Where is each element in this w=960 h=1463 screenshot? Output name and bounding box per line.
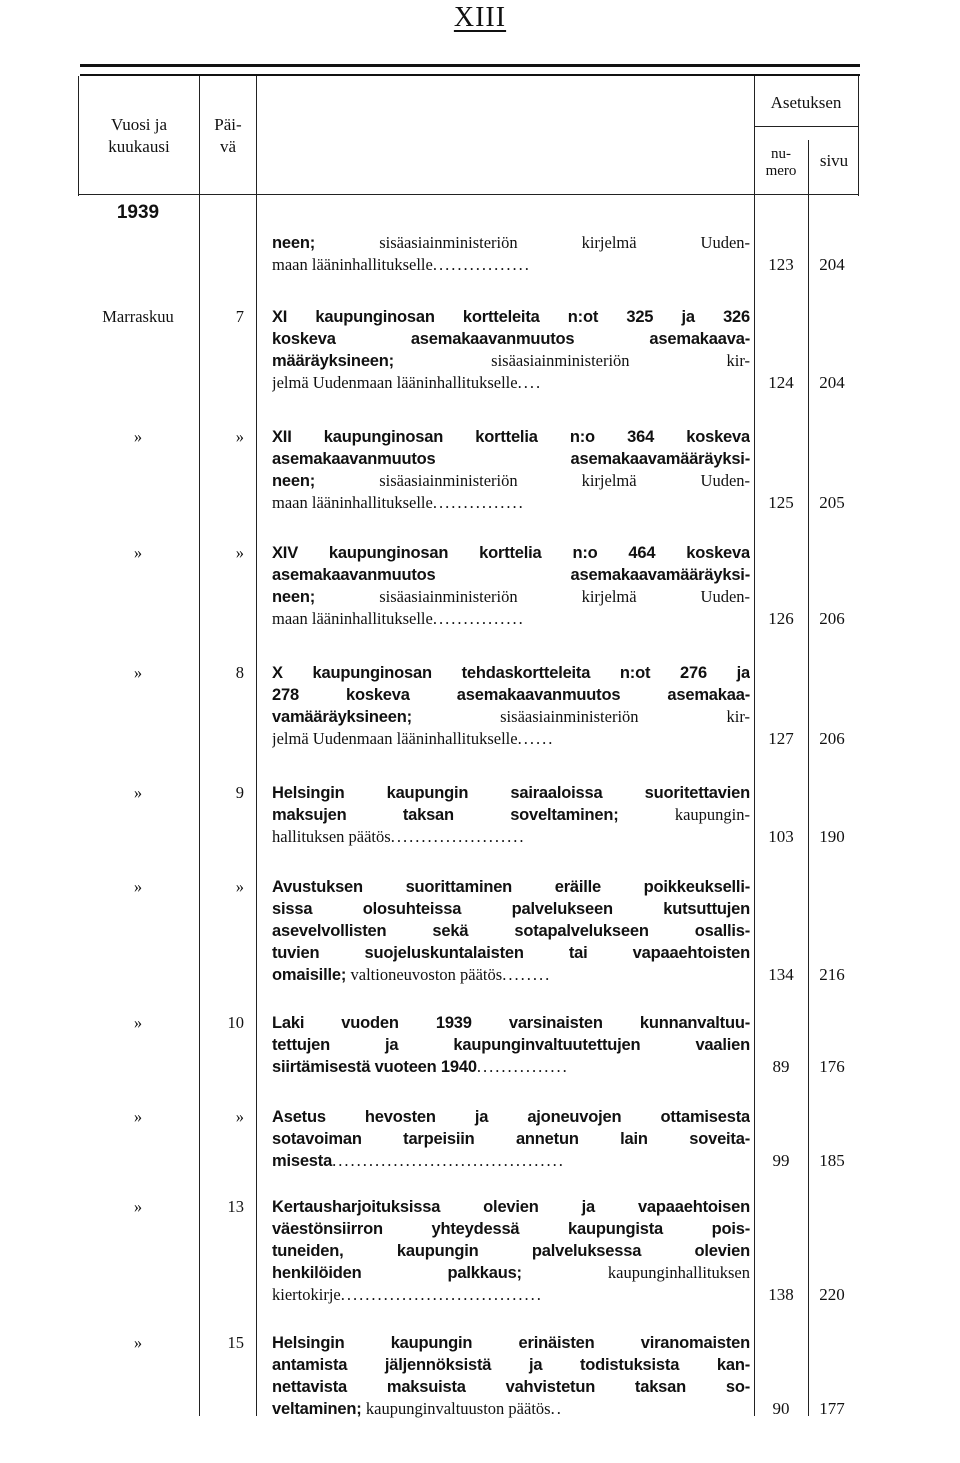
entry-text-segment: siirtämisestä vuoteen 1940 <box>272 1058 477 1076</box>
entry-text-segment: kaupunginhallituksen <box>607 1263 750 1282</box>
entry-month: » <box>133 1107 143 1126</box>
header-number-line-1: nu- <box>771 146 791 162</box>
leader-dots: ...................... <box>390 827 526 846</box>
entry-description <box>272 232 750 276</box>
entry-text-segment: tuneiden, kaupungin palveluksessa olevien <box>272 1242 750 1260</box>
entry-text-segment: maksujen taksan soveltaminen; <box>272 806 675 824</box>
entry-description-line <box>272 942 750 964</box>
header-day <box>200 114 256 158</box>
entry-description-line <box>272 1150 750 1172</box>
leader-dots: ............... <box>432 609 525 628</box>
entry-decree-number: 124 <box>768 373 794 392</box>
entry-month: » <box>133 1333 143 1352</box>
entry-description-line <box>272 1332 750 1354</box>
year-label: 1939 <box>116 202 160 223</box>
entry-description-line <box>272 662 750 684</box>
entry-day: 8 <box>235 663 244 682</box>
entry-text-segment: Helsingin kaupungin erinäisten viranomaisten <box>272 1334 750 1352</box>
leader-dots: ............... <box>476 1057 569 1076</box>
entry-description <box>272 1012 750 1078</box>
leader-dots: ...... <box>517 729 555 748</box>
entry-text-segment: 278 koskeva asemakaavanmuutos asemakaa- <box>272 686 750 704</box>
entry-description <box>272 1196 750 1306</box>
entry-text-segment: sotavoiman tarpeisiin annetun lain soveita- <box>272 1130 750 1148</box>
entry-text-segment: Helsingin kaupungin sairaaloissa suoritettavien <box>272 784 750 802</box>
entry-text-segment: asemakaavanmuutos asemakaavamääräyksi- <box>272 450 750 468</box>
entry-description-line <box>272 684 750 706</box>
entry-decree-number: 123 <box>768 255 794 274</box>
entry-text-segment: valtioneuvoston päätös <box>350 965 503 984</box>
entry-text-segment: omaisille; <box>272 966 351 984</box>
top-rule-secondary <box>80 74 860 76</box>
entry-description-line <box>272 1106 750 1128</box>
entry-text-segment: jelmä Uudenmaan lääninhallitukselle <box>272 373 518 392</box>
header-day-line-2: vä <box>219 137 237 156</box>
entry-description-line <box>272 306 750 328</box>
entry-page: 220 <box>819 1285 845 1304</box>
entry-month: » <box>133 427 143 446</box>
leader-dots: ................................. <box>340 1285 543 1304</box>
entry-day: » <box>235 543 244 562</box>
entry-description-line <box>272 350 750 372</box>
entry-text-segment: kaupungin- <box>674 805 750 824</box>
entry-description-line <box>272 1196 750 1218</box>
entry-description-line <box>272 826 750 848</box>
grid-line-right <box>858 76 859 196</box>
entry-page: 177 <box>819 1399 845 1418</box>
entry-description-line <box>272 920 750 942</box>
leader-dots: ............... <box>432 493 525 512</box>
entry-description-line <box>272 1240 750 1262</box>
entry-month: » <box>133 877 143 896</box>
entry-decree-number: 99 <box>772 1151 790 1170</box>
entry-description-line <box>272 448 750 470</box>
entry-description-line <box>272 876 750 898</box>
leader-dots: ................ <box>432 255 531 274</box>
entry-text-segment: Asetus hevosten ja ajoneuvojen ottamisesta <box>272 1108 750 1126</box>
entry-decree-number: 127 <box>768 729 794 748</box>
entry-description-line <box>272 542 750 564</box>
entry-month: » <box>133 1013 143 1032</box>
entry-description-line <box>272 492 750 514</box>
entry-text-segment: kaupunginvaltuuston päätös <box>365 1399 551 1418</box>
entry-description-line <box>272 1284 750 1306</box>
entry-description <box>272 1332 750 1420</box>
entry-text-segment: X kaupunginosan tehdaskortteleita n:ot 276 ja <box>272 664 750 682</box>
entry-description-line <box>272 1128 750 1150</box>
top-rule <box>80 64 860 67</box>
entry-description-line <box>272 1218 750 1240</box>
entry-decree-number: 103 <box>768 827 794 846</box>
header-year-month-line-1: Vuosi ja <box>110 115 168 134</box>
entry-page: 185 <box>819 1151 845 1170</box>
entry-month: » <box>133 543 143 562</box>
leader-dots: .... <box>517 373 543 392</box>
entry-month: » <box>133 663 143 682</box>
entry-month: » <box>133 1197 143 1216</box>
leader-dots: ........ <box>502 965 552 984</box>
entry-text-segment: vamääräyksineen; <box>272 708 501 726</box>
entry-text-segment: XI kaupunginosan kortteleita n:ot 325 ja 326 <box>272 308 750 326</box>
entry-description-line <box>272 706 750 728</box>
entry-text-segment: misesta <box>272 1152 333 1170</box>
grid-line-num-page <box>808 140 809 1416</box>
page-number: XIII <box>453 2 507 33</box>
entry-decree-number: 89 <box>772 1057 790 1076</box>
entry-description-line <box>272 964 750 986</box>
entry-text-segment: neen; <box>272 588 380 606</box>
entry-description-line <box>272 1354 750 1376</box>
entry-description-line <box>272 328 750 350</box>
entry-description-line <box>272 1376 750 1398</box>
entry-text-segment: henkilöiden palkkaus; <box>272 1264 608 1282</box>
header-day-line-1: Päi- <box>214 115 242 134</box>
grid-line-day-desc <box>256 76 257 1416</box>
entry-day: 15 <box>227 1333 244 1352</box>
entry-page: 204 <box>819 255 845 274</box>
entry-page: 206 <box>819 729 845 748</box>
leader-dots: .. <box>550 1399 563 1418</box>
entry-text-segment: maan lääninhallitukselle <box>272 493 433 512</box>
header-page: sivu <box>819 151 849 170</box>
entry-decree-number: 125 <box>768 493 794 512</box>
entry-description <box>272 662 750 750</box>
entry-description <box>272 782 750 848</box>
entry-text-segment: hallituksen päätös <box>272 827 391 846</box>
entry-day: 7 <box>235 307 244 326</box>
header-bottom-rule <box>78 194 858 195</box>
entry-description-line <box>272 728 750 750</box>
entry-text-segment: nettavista maksuista vahvistetun taksan so- <box>272 1378 750 1396</box>
entry-text-segment: tettujen ja kaupunginvaltuutettujen vaalien <box>272 1036 750 1054</box>
grid-line-left <box>78 76 79 196</box>
entry-description <box>272 542 750 630</box>
entry-text-segment: sissa olosuhteissa palvelukseen kutsuttujen <box>272 900 750 918</box>
entry-text-segment: asevelvollisten sekä sotapalvelukseen osallis- <box>272 922 750 940</box>
entry-text-segment: tuvien suojeluskuntalaisten tai vapaaehtoisten <box>272 944 750 962</box>
entry-page: 206 <box>819 609 845 628</box>
entry-text-segment: Avustuksen suorittaminen eräille poikkeukselli- <box>272 878 750 896</box>
header-number-line-2: mero <box>765 163 797 179</box>
entry-page: 205 <box>819 493 845 512</box>
entry-text-segment: maan lääninhallitukselle <box>272 609 433 628</box>
entry-page: 216 <box>819 965 845 984</box>
entry-text-segment: XIV kaupunginosan korttelia n:o 464 koskeva <box>272 544 750 562</box>
entry-text-segment: sisäasiainministeriön kirjelmä Uuden- <box>379 233 750 252</box>
entry-text-segment: antamista jäljennöksistä ja todistuksista kan- <box>272 1356 750 1374</box>
entry-description-line <box>272 254 750 276</box>
entry-text-segment: maan lääninhallitukselle <box>272 255 433 274</box>
entry-description-line <box>272 608 750 630</box>
entry-description <box>272 426 750 514</box>
entry-text-segment: sisäasiainministeriön kirjelmä Uuden- <box>379 587 750 606</box>
entry-page: 190 <box>819 827 845 846</box>
entry-page: 204 <box>819 373 845 392</box>
entry-description-line <box>272 898 750 920</box>
entry-decree-number: 90 <box>772 1399 790 1418</box>
entry-day: » <box>235 427 244 446</box>
entry-text-segment: Laki vuoden 1939 varsinaisten kunnanvaltuu- <box>272 1014 750 1032</box>
entry-description-line <box>272 470 750 492</box>
entry-description-line <box>272 1398 750 1420</box>
entry-description-line <box>272 586 750 608</box>
entry-text-segment: väestönsiirron yhteydessä kaupungista pois- <box>272 1220 750 1238</box>
entry-day: 10 <box>227 1013 244 1032</box>
entry-decree-number: 138 <box>768 1285 794 1304</box>
entry-description-line <box>272 804 750 826</box>
entry-description <box>272 1106 750 1172</box>
entry-text-segment: XII kaupunginosan korttelia n:o 364 koskeva <box>272 428 750 446</box>
entry-page: 176 <box>819 1057 845 1076</box>
header-year-month-line-2: kuukausi <box>108 137 170 156</box>
entry-description-line <box>272 1012 750 1034</box>
header-number <box>755 146 807 180</box>
entry-text-segment: neen; <box>272 472 380 490</box>
entry-description-line <box>272 1034 750 1056</box>
entry-text-segment: veltaminen; <box>272 1400 366 1418</box>
entry-day: 13 <box>227 1197 244 1216</box>
entry-text-segment: sisäasiainministeriön kir- <box>500 707 750 726</box>
entry-text-segment: sisäasiainministeriön kirjelmä Uuden- <box>379 471 750 490</box>
entry-day: » <box>235 1107 244 1126</box>
entry-month: Marraskuu <box>102 307 174 326</box>
entry-text-segment: neen; <box>272 234 380 252</box>
header-year-month <box>80 114 198 158</box>
entry-text-segment: koskeva asemakaavanmuutos asemakaava- <box>272 330 750 348</box>
entry-text-segment: asemakaavanmuutos asemakaavamääräyksi- <box>272 566 750 584</box>
entry-decree-number: 134 <box>768 965 794 984</box>
entry-day: » <box>235 877 244 896</box>
leader-dots: ...................................... <box>332 1151 565 1170</box>
entry-text-segment: Kertausharjoituksissa olevien ja vapaaehtoisen <box>272 1198 750 1216</box>
entry-description-line <box>272 782 750 804</box>
entry-description-line <box>272 1262 750 1284</box>
entry-description-line <box>272 372 750 394</box>
header-group-rule <box>754 126 858 127</box>
entry-decree-number: 126 <box>768 609 794 628</box>
entry-text-segment: määräyksineen; <box>272 352 492 370</box>
entry-description-line <box>272 232 750 254</box>
entry-description <box>272 876 750 986</box>
entry-description-line <box>272 426 750 448</box>
header-decree-group: Asetuksen <box>770 93 842 112</box>
entry-day: 9 <box>235 783 244 802</box>
entry-description-line <box>272 1056 750 1078</box>
entry-description <box>272 306 750 394</box>
entry-description-line <box>272 564 750 586</box>
entry-text-segment: jelmä Uudenmaan lääninhallitukselle <box>272 729 518 748</box>
entry-month: » <box>133 783 143 802</box>
entry-text-segment: kiertokirje <box>272 1285 341 1304</box>
entry-text-segment: sisäasiainministeriön kir- <box>491 351 750 370</box>
